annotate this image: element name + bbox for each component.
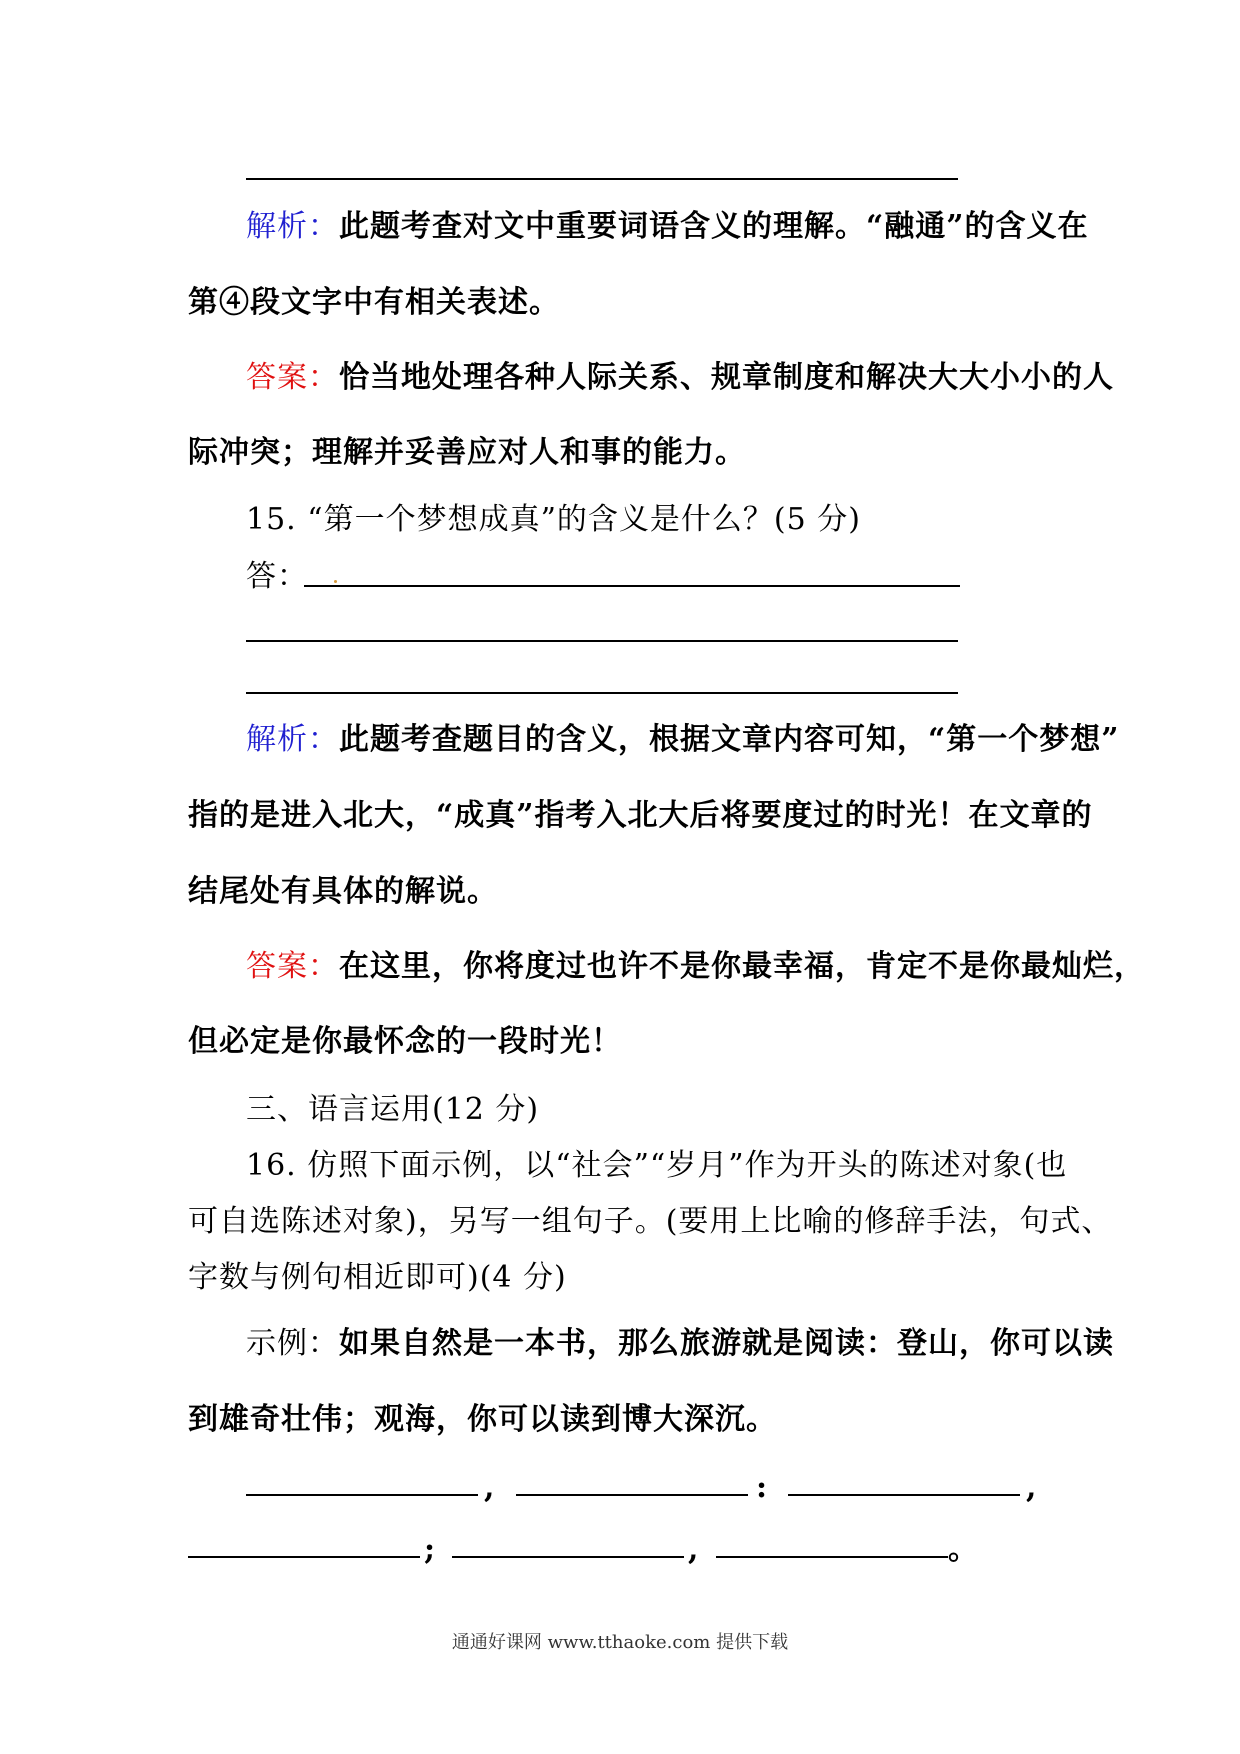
blank-punct-3: ,: [1026, 1470, 1038, 1505]
blank-1[interactable]: [246, 1494, 478, 1496]
analysis-label: 解析：: [246, 209, 339, 244]
example-label: 示例：: [246, 1326, 339, 1361]
answer-line-15-1[interactable]: [304, 585, 960, 587]
example-line-1: 示例：如果自然是一本书，那么旅游就是阅读：登山，你可以读: [246, 1326, 1114, 1361]
ink-dot: [334, 580, 337, 583]
blank-6[interactable]: [716, 1556, 948, 1558]
question-16-line-3: 字数与例句相近即可)(4 分): [188, 1260, 567, 1295]
answer-15-line-1: 答案：在这里，你将度过也许不是你最幸福，肯定不是你最灿烂，: [246, 949, 1145, 984]
answer-line-15-3[interactable]: [246, 692, 958, 694]
answer-line-15-2[interactable]: [246, 640, 958, 642]
blank-4[interactable]: [188, 1556, 420, 1558]
answer-14-line-2: 际冲突；理解并妥善应对人和事的能力。: [188, 435, 746, 470]
page-footer: 通通好课网 www.tthaoke.com 提供下载: [451, 1632, 789, 1653]
section-3-title: 三、语言运用(12 分): [246, 1092, 540, 1127]
answer-label: 答案：: [246, 360, 339, 395]
question-16-line-2: 可自选陈述对象)，另写一组句子。(要用上比喻的修辞手法，句式、: [188, 1204, 1113, 1239]
blank-punct-2: :: [756, 1470, 769, 1505]
answer-15-line-2: 但必定是你最怀念的一段时光！: [188, 1024, 622, 1059]
blank-3[interactable]: [788, 1494, 1020, 1496]
answer-label: 答案：: [246, 949, 339, 984]
analysis-14-line-2: 第④段文字中有相关表述。: [188, 285, 560, 320]
question-16-line-1: 16. 仿照下面示例，以“社会”“岁月”作为开头的陈述对象(也: [246, 1148, 1068, 1183]
analysis-15-line-1: 解析：此题考查题目的含义，根据文章内容可知，“第一个梦想”: [246, 722, 1120, 757]
analysis-15-line-3: 结尾处有具体的解说。: [188, 874, 498, 909]
blank-punct-1: ,: [484, 1470, 496, 1505]
blank-punct-5: ,: [688, 1532, 700, 1567]
blank-2[interactable]: [516, 1494, 748, 1496]
question-15: 15. “第一个梦想成真”的含义是什么？(5 分): [246, 502, 861, 537]
answer-line-top: [246, 178, 958, 180]
blank-punct-4: ;: [424, 1532, 437, 1567]
analysis-15-line-2: 指的是进入北大，“成真”指考入北大后将要度过的时光！在文章的: [188, 798, 1093, 833]
answer-prompt-15: 答：: [246, 559, 308, 594]
blank-punct-6: 。: [948, 1532, 979, 1567]
example-line-2: 到雄奇壮伟；观海，你可以读到博大深沉。: [188, 1402, 777, 1437]
blank-5[interactable]: [452, 1556, 684, 1558]
answer-14-line-1: 答案：恰当地处理各种人际关系、规章制度和解决大大小小的人: [246, 360, 1114, 395]
analysis-label: 解析：: [246, 722, 339, 757]
analysis-14-line-1: 解析：此题考查对文中重要词语含义的理解。“融通”的含义在: [246, 209, 1089, 244]
